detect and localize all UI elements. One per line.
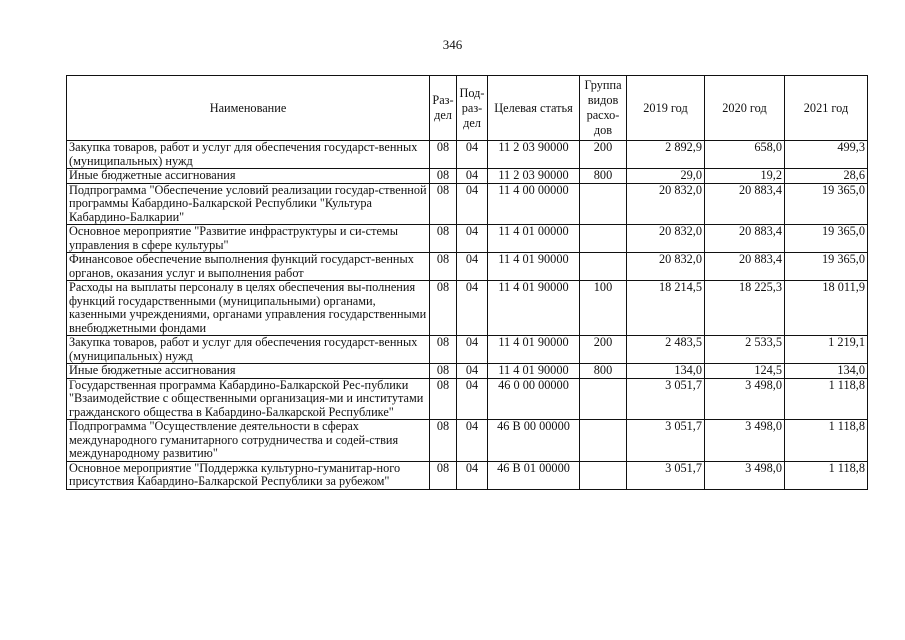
row-2021: 1 118,8 [785,420,868,462]
header-2020: 2020 год [705,76,785,141]
row-2019: 3 051,7 [627,461,705,489]
row-target-article: 11 4 01 90000 [488,336,580,364]
table-row [67,169,868,184]
row-section: 08 [430,378,457,420]
row-2021: 1 118,8 [785,461,868,489]
row-2021: 19 365,0 [785,253,868,281]
row-section: 08 [430,169,457,184]
row-name: Основное мероприятие "Развитие инфраструктуры и си-стемы управления в сфере культуры" [67,225,430,253]
table-row [67,420,868,462]
row-target-article: 11 4 01 90000 [488,364,580,379]
header-row [67,76,868,141]
row-name: Иные бюджетные ассигнования [67,364,430,379]
row-name: Государственная программа Кабардино-Балкарской Рес-публики "Взаимодействие с общественными организация-ми и институтами гражданского общества в Кабардино-Балкарской Республике" [67,378,430,420]
row-2019: 2 892,9 [627,141,705,169]
row-target-article: 46 0 00 00000 [488,378,580,420]
row-name: Иные бюджетные ассигнования [67,169,430,184]
row-target-article: 46 В 01 00000 [488,461,580,489]
row-2019: 20 832,0 [627,183,705,225]
row-section: 08 [430,364,457,379]
row-target-article: 11 4 00 00000 [488,183,580,225]
budget-table [66,75,868,490]
row-name: Подпрограмма "Осуществление деятельности в сферах международного гуманитарного сотрудничества и содей-ствия международному развитию" [67,420,430,462]
row-expense-group: 100 [580,281,627,336]
row-2021: 1 118,8 [785,378,868,420]
row-expense-group [580,378,627,420]
row-2021: 18 011,9 [785,281,868,336]
row-2021: 134,0 [785,364,868,379]
header-section: Раз-дел [430,76,457,141]
row-2021: 19 365,0 [785,225,868,253]
row-2019: 18 214,5 [627,281,705,336]
row-2020: 18 225,3 [705,281,785,336]
row-target-article: 11 2 03 90000 [488,169,580,184]
row-2020: 20 883,4 [705,253,785,281]
row-section: 08 [430,336,457,364]
row-section: 08 [430,253,457,281]
table-row [67,378,868,420]
table-row [67,364,868,379]
row-2021: 28,6 [785,169,868,184]
row-2020: 3 498,0 [705,420,785,462]
row-2019: 20 832,0 [627,253,705,281]
row-subsection: 04 [457,253,488,281]
row-2020: 20 883,4 [705,225,785,253]
header-target-article: Целевая статья [488,76,580,141]
row-2020: 20 883,4 [705,183,785,225]
row-section: 08 [430,225,457,253]
row-section: 08 [430,183,457,225]
row-2020: 3 498,0 [705,461,785,489]
row-section: 08 [430,461,457,489]
row-expense-group [580,461,627,489]
table-row [67,461,868,489]
row-expense-group: 800 [580,364,627,379]
row-target-article: 11 4 01 00000 [488,225,580,253]
row-2019: 2 483,5 [627,336,705,364]
row-target-article: 11 4 01 90000 [488,253,580,281]
header-expense-group: Группа видов расхо-дов [580,76,627,141]
row-2020: 658,0 [705,141,785,169]
row-2020: 2 533,5 [705,336,785,364]
row-subsection: 04 [457,141,488,169]
row-subsection: 04 [457,183,488,225]
header-name: Наименование [67,76,430,141]
row-subsection: 04 [457,364,488,379]
row-expense-group: 200 [580,141,627,169]
row-2021: 499,3 [785,141,868,169]
table-row [67,141,868,169]
row-expense-group [580,225,627,253]
row-expense-group [580,420,627,462]
row-name: Основное мероприятие "Поддержка культурно-гуманитар-ного присутствия Кабардино-Балкарской Республики за рубежом" [67,461,430,489]
row-expense-group [580,253,627,281]
row-subsection: 04 [457,461,488,489]
row-subsection: 04 [457,336,488,364]
row-subsection: 04 [457,225,488,253]
page-number: 346 [442,37,463,52]
row-name: Подпрограмма "Обеспечение условий реализации государ-ственной программы Кабардино-Балкарской Республики "Культура Кабардино-Балкарии" [67,183,430,225]
row-2020: 19,2 [705,169,785,184]
row-section: 08 [430,420,457,462]
row-name: Закупка товаров, работ и услуг для обеспечения государст-венных (муниципальных) нужд [67,141,430,169]
row-2019: 3 051,7 [627,378,705,420]
row-expense-group: 800 [580,169,627,184]
row-subsection: 04 [457,169,488,184]
row-2021: 1 219,1 [785,336,868,364]
row-expense-group [580,183,627,225]
row-section: 08 [430,141,457,169]
header-subsection: Под-раз-дел [457,76,488,141]
table-row [67,281,868,336]
row-section: 08 [430,281,457,336]
row-subsection: 04 [457,378,488,420]
row-2020: 3 498,0 [705,378,785,420]
table-row [67,336,868,364]
header-2019: 2019 год [627,76,705,141]
header-2021: 2021 год [785,76,868,141]
row-2019: 3 051,7 [627,420,705,462]
table-row [67,225,868,253]
row-target-article: 11 4 01 90000 [488,281,580,336]
row-2019: 29,0 [627,169,705,184]
row-target-article: 11 2 03 90000 [488,141,580,169]
row-2020: 124,5 [705,364,785,379]
table-row [67,183,868,225]
row-subsection: 04 [457,420,488,462]
row-name: Расходы на выплаты персоналу в целях обеспечения вы-полнения функций государственными (муниципальными) органами, казенными учреждениями, органами управления государственными внебюджетными фондами [67,281,430,336]
row-target-article: 46 В 00 00000 [488,420,580,462]
row-expense-group: 200 [580,336,627,364]
row-subsection: 04 [457,281,488,336]
row-2021: 19 365,0 [785,183,868,225]
row-name: Финансовое обеспечение выполнения функций государст-венных органов, оказания услуг и выполнения работ [67,253,430,281]
row-2019: 20 832,0 [627,225,705,253]
row-2019: 134,0 [627,364,705,379]
table-row [67,253,868,281]
row-name: Закупка товаров, работ и услуг для обеспечения государст-венных (муниципальных) нужд [67,336,430,364]
